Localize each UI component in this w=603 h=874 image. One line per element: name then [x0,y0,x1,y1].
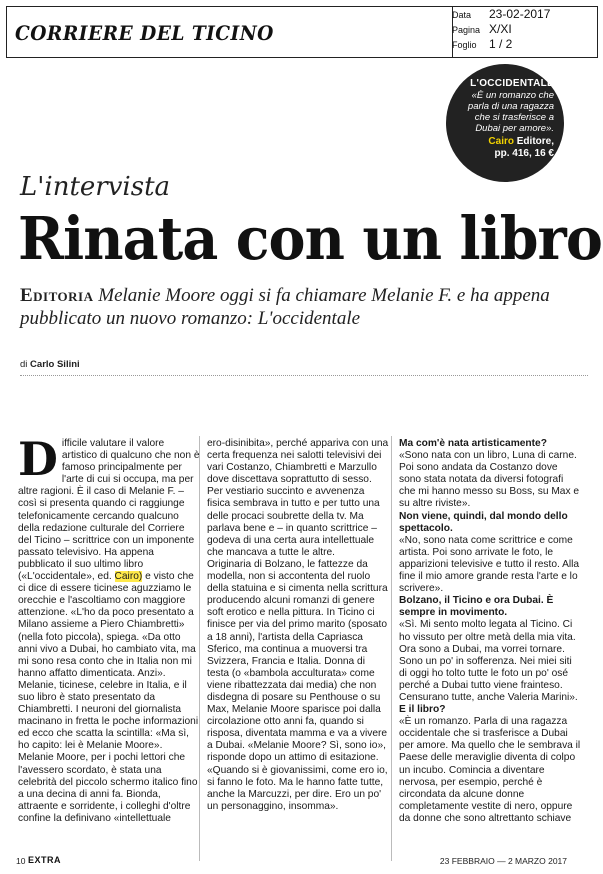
body-column-3 [399,438,581,825]
badge-publisher: Cairo Editore, pp. 416, 16 € [488,136,554,159]
magazine-name: EXTRA [28,855,62,865]
issue-date: 23 FEBBRAIO — 2 MARZO 2017 [439,856,567,866]
body-column-1 [18,432,200,825]
byline: di Carlo Silini [20,359,80,370]
article-kicker: L'intervista [20,172,171,202]
highlighted-text: Cairo) [114,571,143,583]
interview-answer: «No, sono nata come scrittrice e come artista. Poi sono arrivate le foto, le apparizioni televisive e tutto il resto. Alla fine il mio amore grande resta l'arte e lo scrivere». [399,534,580,595]
page-label: Pagina [452,25,481,35]
page-value: X/XI [489,22,512,36]
interview-answer: «Sono nata con un libro, Luna di carne. Poi sono andata da Costanzo dove sono stata notata da diversi fotografi che mi hanno messo su Boss, su Max e su altre riviste». [399,450,580,510]
book-badge [446,64,564,182]
interview-answer: «È un romanzo. Parla di una ragazza occidentale che si trasferisce a Dubai per amore. Ma quello che le sembrava il Paese delle meraviglie diventa di colpo un incubo. Comincia a diventare nervosa, per esempio, perché è circondata da alcune donne completamente vestite di nero, oppure da donne che sono altrettanto schiave [399,716,581,824]
paragraph: Melanie Moore, per i pochi lettori che l'avessero scordato, è stata una celebrità del piccolo schermo italico fino a una decina di anni fa. Bionda, attraente e sorridente, i colleghi d'oltre confine la definivano «intellettuale [18,752,198,824]
author-name: Carlo Silini [30,359,80,370]
interview-question: E il libro? [399,704,446,716]
date-value: 23-02-2017 [489,7,551,21]
date-label: Data [452,10,472,20]
column-rule [391,436,392,861]
paragraph: ero-disinibita», perché appariva con una certa frequenza nei salotti televisivi dei vari Costanzo, Chiambretti e Marzullo dove discettava soprattutto di sesso. Per vestiario succinto e avvenenza fisica sembrava in tutto e per tutto una delle procaci soubrette della tv. Ma parlava bene e – in quanto scrittrice – godeva di una certa aura intellettuale che mancava a tutte le altre. [207,438,389,558]
badge-blurb: «È un romanzo che parla di una ragazza che si trasferisce a Dubai per amore». [467,90,554,134]
newspaper-masthead: CORRIERE DEL TICINO [15,21,274,45]
interview-question: Non viene, quindi, dal mondo dello spettacolo. [399,510,568,534]
article-standfirst: Editoria Melanie Moore oggi si fa chiamare Melanie F. e ha appena pubblicato un nuovo romanzo: L'occidentale [20,285,550,329]
interview-question: Bolzano, il Ticino e ora Dubai. È sempre in movimento. [399,595,554,619]
sheet-label: Foglio [452,40,477,50]
publisher-name: Cairo [488,136,514,147]
page-number: 10 [16,856,26,866]
interview-answer: «Sì. Mi sento molto legata al Ticino. Ci ho vissuto per oltre metà della mia vita. Ora sono a Dubai, ma vorrei tornare. Sono un po' in sofferenza. Nei miei siti di oggi ho tolto tutte le foto un po' osé perché a Dubai tutto viene frainteso. Censurano tutte, anche Valeria Marini». [399,619,578,703]
byline-rule [20,375,588,376]
paragraph: Originaria di Bolzano, le fattezze da modella, non si accontenta del ruolo della statuina e si cimenta nella scrittura producendo alcuni romanzi di genere soft erotico e nella pittura. In Ticino ci finisce per via del primo marito (sposato a 18 anni), l'artista della Capriasca Sferico, ma continua a muoversi tra Svizzera, Francia e Italia. Donna di testa (o «bambola acculturata» come viene ribattezzata dai media) che non disdegna di posare su Penthouse o su Max, Melanie Moore sparisce poi dalla circolazione otto anni fa, quando si risposa, diventata mamma e va a vivere a Dubai. «Melanie Moore? Sì, sono io», risponde dopo un attimo di esitazione. «Quando si è giovanissimi, come ero io, si fanno le foto. Ma le hanno fatte tutte, anche la Marcuzzi, per dire. Ero un po' un personaggino, insomma». [207,558,388,812]
drop-cap: D [18,432,58,486]
section-label: Editoria [20,285,94,306]
paragraph: Difficile valutare il valore artistico di qualcuno che non è famoso principalmente per l'arte di cui si occupa, ma per altre ragioni. È il caso di Melanie F. – così si presenta quando ci raggiunge telefonicamente cercando qualcuno della redazione culturale del Corriere del Ticino – scrittrice con un imponente passato televisivo. Ha appena pubblicato il suo ultimo libro («L'occidentale», ed. Cairo) e visto che ci dice di essere ticinese aguzziamo le orecchie e l'ascoltiamo con maggiore attenzione. «L'ho da poco presentato a Milano assieme a Piero Chiambretti» (nella foto piccola), spiega. «Da otto anni vivo a Dubai, ho cambiato vita, ma mi sono resa conto che in Italia non mi hanno affatto dimenticata. Anzi». Melanie, ticinese, celebre in Italia, e il suo libro è stato presentato da Chiambretti. I neuroni del giornalista macinano in fretta le poche informazioni ed ecco che scatta la scintilla: «Ma sì, ho capito: lei è Melanie Moore». [18,432,200,752]
book-details: pp. 416, 16 € [494,148,554,159]
article-headline: Rinata con un libro [18,204,602,273]
badge-title: L'OCCIDENTALE [470,78,554,89]
interview-question: Ma com'è nata artisticamente? [399,438,547,449]
sheet-value: 1 / 2 [489,37,513,51]
body-column-2 [207,438,389,813]
